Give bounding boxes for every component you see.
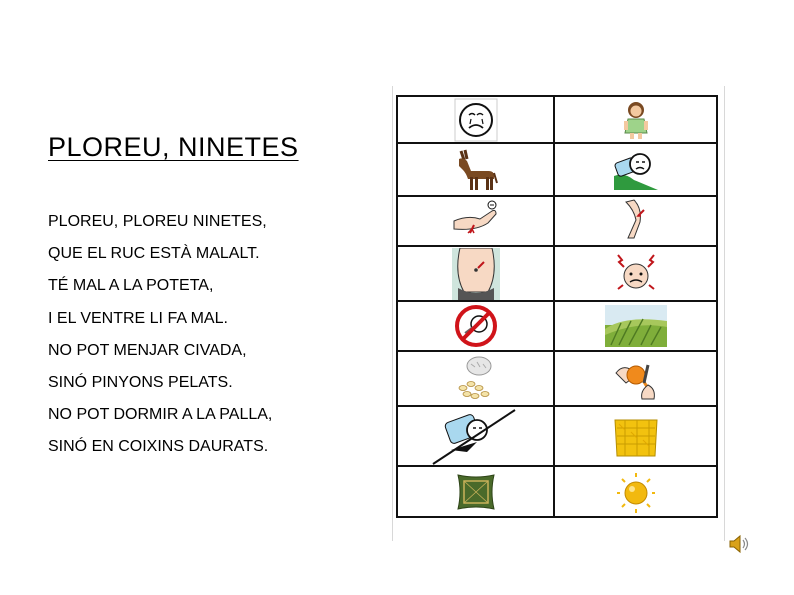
table-cell [398, 302, 553, 350]
table-cell [555, 97, 716, 142]
donkey-icon [453, 147, 499, 193]
table-cell [398, 247, 553, 300]
belly-icon [452, 248, 500, 300]
table-cell [555, 247, 716, 300]
oat-field-icon [605, 305, 667, 347]
table-cell [398, 144, 553, 195]
lyric-line: QUE EL RUC ESTÀ MALALT. [48, 245, 260, 263]
straw-icon [611, 414, 661, 458]
golden-icon [616, 471, 656, 513]
crying-face-icon [454, 98, 498, 142]
lyric-line: NO POT DORMIR A LA PALLA, [48, 406, 273, 424]
lyric-line: NO POT MENJAR CIVADA, [48, 341, 247, 359]
doll-icon [616, 99, 656, 141]
guide-line-right [724, 86, 725, 541]
sick-in-bed-icon [612, 146, 660, 194]
table-cell [398, 197, 553, 245]
headache-icon [612, 249, 660, 299]
lyric-line: SINÓ EN COIXINS DAURATS. [48, 438, 269, 456]
pine-nuts-icon [455, 354, 497, 404]
table-cell [398, 467, 553, 516]
leg-pain-icon [616, 198, 656, 244]
pictogram-table [396, 95, 718, 518]
lyric-line: I EL VENTRE LI FA MAL. [48, 309, 228, 327]
cushion-icon [454, 471, 498, 513]
no-sleep-icon [431, 406, 521, 466]
table-cell [555, 467, 716, 516]
table-cell [555, 302, 716, 350]
lyric-line: TÉ MAL A LA POTETA, [48, 277, 214, 295]
table-cell [555, 197, 716, 245]
speaker-icon[interactable] [728, 534, 750, 559]
lyric-line: PLOREU, PLOREU NINETES, [48, 213, 267, 230]
guide-line-left [392, 86, 393, 541]
peeling-icon [612, 355, 660, 403]
table-cell [555, 407, 716, 465]
table-cell [555, 352, 716, 405]
table-cell [398, 352, 553, 405]
table-cell [555, 144, 716, 195]
song-title: PLOREU, NINETES [48, 132, 299, 162]
table-cell [398, 97, 553, 142]
cannot-eat-icon [453, 303, 499, 349]
song-lyrics [48, 212, 272, 470]
arm-pain-icon [452, 199, 500, 243]
lyric-line: SINÓ PINYONS PELATS. [48, 373, 233, 391]
table-cell [398, 407, 553, 465]
